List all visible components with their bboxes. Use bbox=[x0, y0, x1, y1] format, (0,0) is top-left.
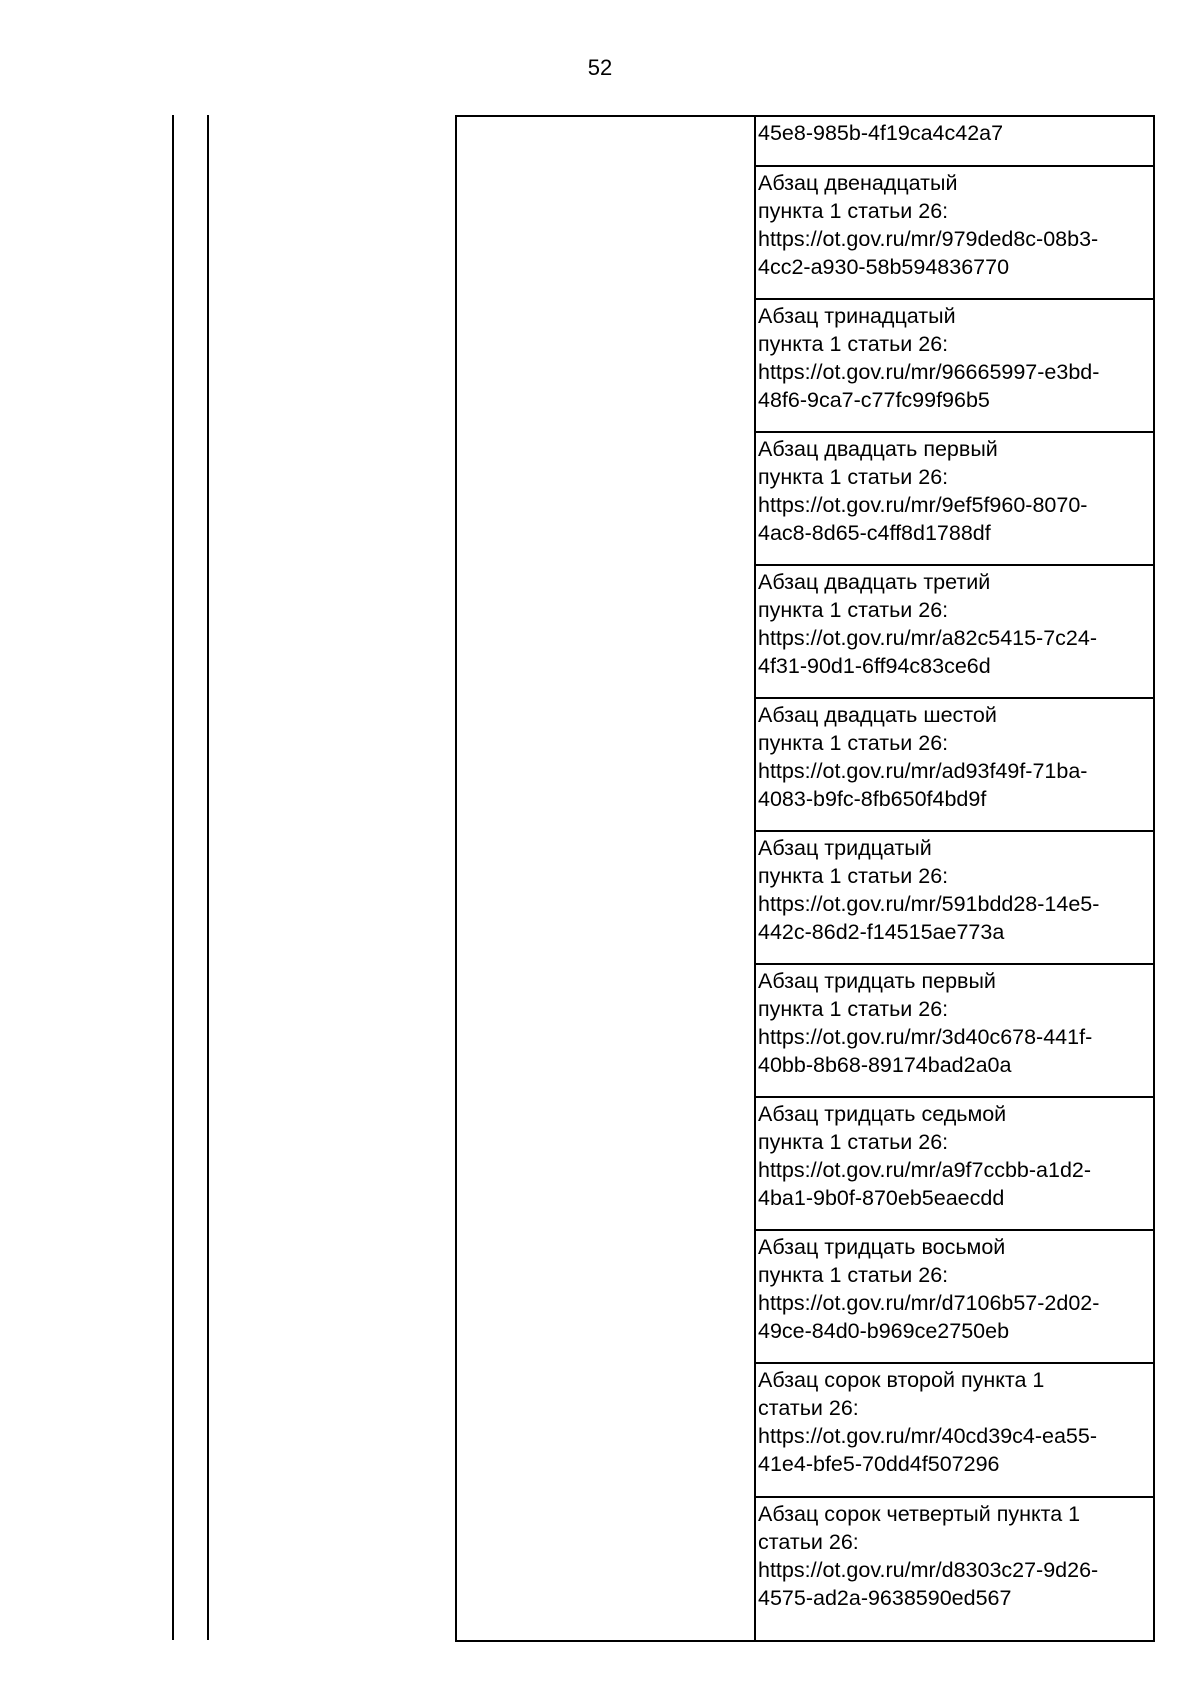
table-cell: Абзац двадцать третий пункта 1 статьи 26: https://ot.gov.ru/mr/a82c5415-7c24- 4f31-90d1-6ff94c83ce6d bbox=[756, 564, 1153, 697]
table-cell: Абзац тринадцатый пункта 1 статьи 26: https://ot.gov.ru/mr/96665997-e3bd- 48f6-9ca7-c77fc99f96b5 bbox=[756, 298, 1153, 431]
table-cell: Абзац тридцать восьмой пункта 1 статьи 26: https://ot.gov.ru/mr/d7106b57-2d02- 49ce-84d0-b969ce2750eb bbox=[756, 1229, 1153, 1362]
table-cell: Абзац тридцать первый пункта 1 статьи 26: https://ot.gov.ru/mr/3d40c678-441f- 40bb-8b68-89174bad2a0a bbox=[756, 963, 1153, 1096]
table-reference-column bbox=[756, 117, 1153, 1640]
left-margin-rule-inner bbox=[207, 115, 209, 1640]
table-cell: Абзац двадцать первый пункта 1 статьи 26: https://ot.gov.ru/mr/9ef5f960-8070- 4ac8-8d65-c4ff8d1788df bbox=[756, 431, 1153, 564]
page-number: 52 bbox=[587, 55, 613, 80]
table-cell: Абзац тридцать седьмой пункта 1 статьи 26: https://ot.gov.ru/mr/a9f7ccbb-a1d2- 4ba1-9b0f-870eb5eaecdd bbox=[756, 1096, 1153, 1229]
table-cell: Абзац двенадцатый пункта 1 статьи 26: https://ot.gov.ru/mr/979ded8c-08b3- 4cc2-a930-58b594836770 bbox=[756, 165, 1153, 298]
table-cell: Абзац сорок четвертый пункта 1 статьи 26: https://ot.gov.ru/mr/d8303c27-9d26- 4575-ad2a-9638590ed567 bbox=[756, 1496, 1153, 1640]
left-margin-rule-outer bbox=[172, 115, 174, 1640]
table-cell: Абзац тридцатый пункта 1 статьи 26: https://ot.gov.ru/mr/591bdd28-14e5- 442c-86d2-f14515ae773a bbox=[756, 830, 1153, 963]
table-cell: Абзац сорок второй пункта 1 статьи 26: https://ot.gov.ru/mr/40cd39c4-ea55- 41e4-bfe5-70dd4f507296 bbox=[756, 1362, 1153, 1496]
table-cell: Абзац двадцать шестой пункта 1 статьи 26: https://ot.gov.ru/mr/ad93f49f-71ba- 4083-b9fc-8fb650f4bd9f bbox=[756, 697, 1153, 830]
table-empty-column bbox=[457, 117, 756, 1640]
table-cell: 45e8-985b-4f19ca4c42a7 bbox=[758, 121, 1004, 145]
reference-table bbox=[455, 115, 1155, 1642]
